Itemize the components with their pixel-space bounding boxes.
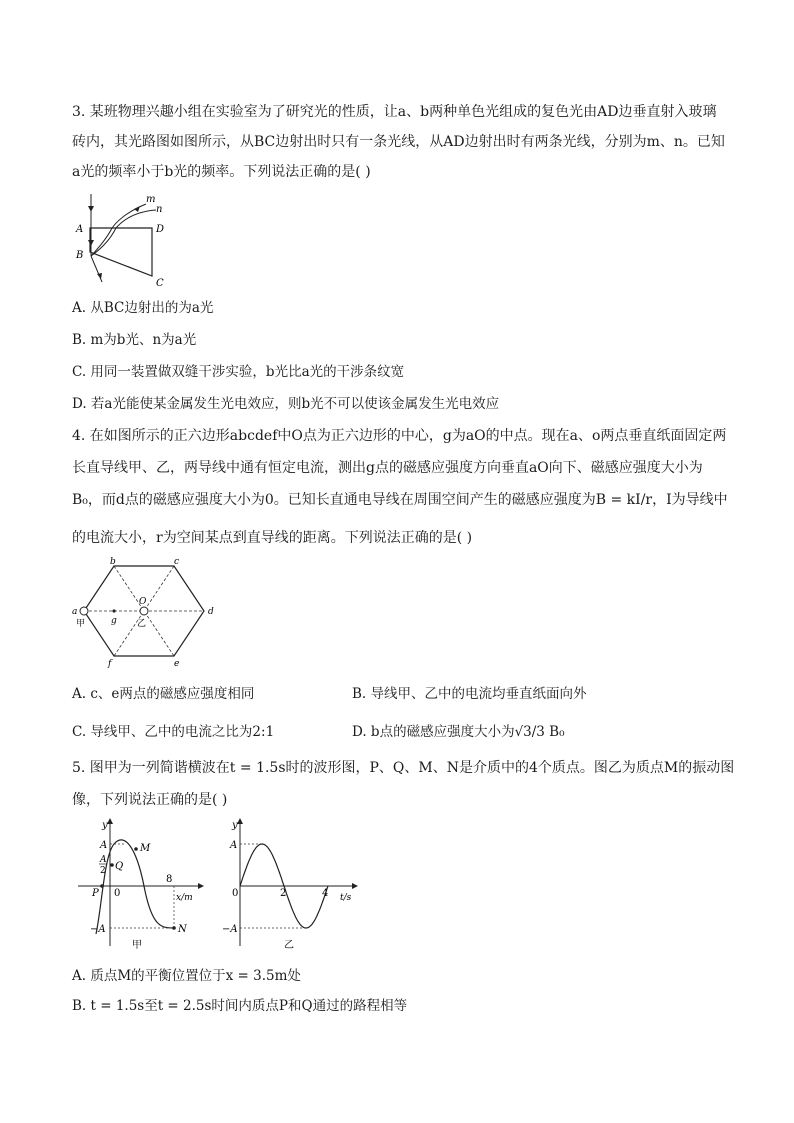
q4-line-4: 的电流大小，r为空间某点到直导线的距离。下列说法正确的是( ) bbox=[72, 530, 473, 546]
q5-jia-Q: Q bbox=[115, 861, 124, 872]
q5-graph-yi bbox=[222, 816, 362, 956]
q5-jia-P: P bbox=[92, 888, 99, 899]
q5-jia-A: A bbox=[100, 840, 108, 851]
q3-option-d[interactable]: D. 若a光能使某金属发生光电效应，则b光不可以使该金属发生光电效应 bbox=[72, 396, 500, 412]
q4-label-c: c bbox=[174, 557, 180, 567]
q3-option-c[interactable]: C. 用同一装置做双缝干涉实验，b光比a光的干涉条纹宽 bbox=[72, 364, 405, 380]
q5-graph-jia bbox=[74, 816, 204, 956]
q3-option-a[interactable]: A. 从BC边射出的为a光 bbox=[72, 300, 214, 316]
q3-label-m: m bbox=[146, 194, 156, 205]
q5-yi-caption: 乙 bbox=[284, 940, 294, 951]
q3-label-D: D bbox=[156, 224, 165, 235]
q5-jia-y: y bbox=[102, 820, 108, 831]
q3-label-n: n bbox=[156, 204, 163, 215]
q4-label-jia: 甲 bbox=[76, 619, 86, 629]
q4-label-f: f bbox=[108, 659, 112, 668]
q5-yi-zero: 0 bbox=[232, 888, 239, 899]
q5-yi-t: t/s bbox=[340, 893, 352, 903]
q5-yi-y: y bbox=[232, 820, 238, 831]
q4-option-d[interactable]: D. b点的磁感应强度大小为√3/3 B₀ bbox=[352, 724, 565, 740]
q5-jia-N: N bbox=[178, 924, 187, 935]
q4-option-b[interactable]: B. 导线甲、乙中的电流均垂直纸面向外 bbox=[352, 686, 587, 702]
q5-jia-caption: 甲 bbox=[132, 940, 142, 951]
q5-option-a[interactable]: A. 质点M的平衡位置位于x = 3.5m处 bbox=[72, 968, 301, 984]
q5-jia-A2-num: A bbox=[100, 855, 107, 865]
q4-label-a: a bbox=[72, 607, 78, 617]
q4-option-c[interactable]: C. 导线甲、乙中的电流之比为2:1 bbox=[72, 724, 275, 740]
q5-jia-x: x/m bbox=[176, 893, 193, 903]
q5-line-1: 5. 图甲为一列简谐横波在t = 1.5s时的波形图，P、Q、M、N是介质中的4个质点。图乙为质点M的振动图 bbox=[72, 760, 735, 776]
q4-label-e: e bbox=[174, 659, 180, 668]
q5-yi-A: A bbox=[230, 840, 238, 851]
q4-label-g: g bbox=[111, 616, 117, 626]
q5-option-b[interactable]: B. t = 1.5s至t = 2.5s时间内质点P和Q通过的路程相等 bbox=[72, 998, 408, 1014]
q3-label-C: C bbox=[156, 278, 164, 289]
q5-jia-A2-den: 2 bbox=[100, 866, 106, 876]
q3-line-2: 砖内，其光路图如图所示，从BC边射出时只有一条光线，从AD边射出时有两条光线，分别为m、n。已知 bbox=[72, 134, 725, 150]
q3-label-B: B bbox=[76, 250, 84, 261]
q4-label-b: b bbox=[110, 557, 116, 567]
q3-option-b[interactable]: B. m为b光、n为a光 bbox=[72, 332, 197, 348]
q3-line-3: a光的频率小于b光的频率。下列说法正确的是( ) bbox=[72, 164, 371, 180]
q4-label-yi: 乙 bbox=[137, 619, 147, 629]
q5-jia-zero: 0 bbox=[114, 888, 121, 899]
q4-line-2: 长直导线甲、乙，两导线中通有恒定电流，测出g点的磁感应强度方向垂直aO向下、磁感应强度大小为 bbox=[72, 460, 703, 476]
q5-jia-M: M bbox=[140, 843, 151, 854]
q4-label-d: d bbox=[208, 607, 214, 617]
q3-label-A: A bbox=[76, 224, 84, 235]
q5-jia-negA: −A bbox=[90, 924, 106, 935]
q5-yi-negA: −A bbox=[222, 924, 238, 935]
q5-yi-two: 2 bbox=[280, 888, 287, 899]
q5-yi-four: 4 bbox=[322, 888, 329, 899]
q3-prism-figure bbox=[70, 190, 180, 290]
q5-line-2: 像，下列说法正确的是( ) bbox=[72, 792, 228, 808]
q4-line-1: 4. 在如图所示的正六边形abcdef中O点为正六边形的中心，g为aO的中点。现在a、o两点垂直纸面固定两 bbox=[72, 428, 727, 444]
q4-option-a[interactable]: A. c、e两点的磁感应强度相同 bbox=[72, 686, 255, 702]
q5-jia-eight: 8 bbox=[166, 874, 173, 885]
q4-label-o: O bbox=[139, 597, 147, 607]
q4-hexagon-figure bbox=[70, 556, 220, 668]
q5-jia-wave bbox=[96, 840, 174, 934]
q4-line-3: B₀，而d点的磁感应强度大小为0。已知长直通电导线在周围空间产生的磁感应强度为B = kI/r，I为导线中 bbox=[72, 492, 728, 508]
q3-line-1: 3. 某班物理兴趣小组在实验室为了研究光的性质，让a、b两种单色光组成的复色光由AD边垂直射入玻璃 bbox=[72, 104, 717, 120]
